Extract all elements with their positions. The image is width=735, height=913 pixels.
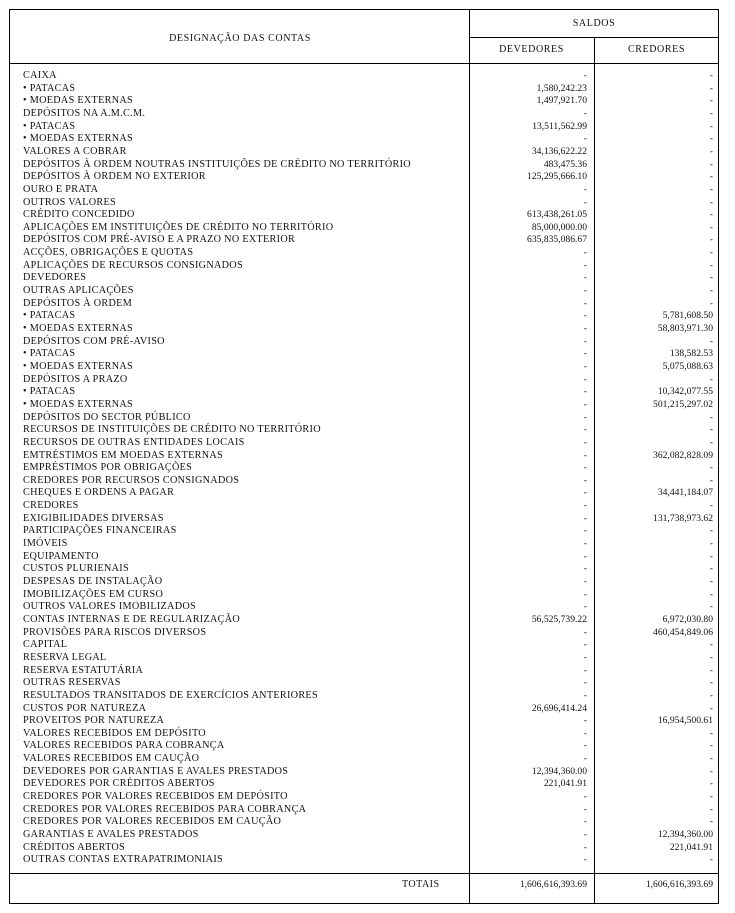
devedores-value: 613,438,261.05 bbox=[527, 209, 587, 221]
credores-value: 5,781,608.50 bbox=[662, 310, 713, 322]
table-row bbox=[0, 753, 735, 766]
credores-value: 6,972,030.80 bbox=[662, 613, 713, 625]
account-label: CREDORES POR RECURSOS CONSIGNADOS bbox=[23, 474, 240, 486]
devedores-value: - bbox=[583, 576, 587, 587]
totals-row bbox=[0, 878, 735, 892]
account-label: CRÉDITOS ABERTOS bbox=[23, 841, 126, 853]
credores-value: - bbox=[709, 525, 713, 537]
account-label: DEPÓSITOS À ORDEM bbox=[23, 297, 133, 309]
table-row bbox=[0, 639, 735, 652]
table-row bbox=[0, 121, 735, 134]
credores-value: - bbox=[709, 183, 713, 195]
devedores-value: - bbox=[583, 803, 587, 815]
devedores-value: - bbox=[583, 487, 587, 499]
devedores-value: 635,835,086.67 bbox=[527, 234, 587, 246]
table-row bbox=[0, 487, 735, 500]
account-label: RESERVA LEGAL bbox=[23, 651, 107, 663]
credores-value: 131,738,973.62 bbox=[653, 512, 713, 524]
credores-value: - bbox=[709, 677, 713, 689]
devedores-value: - bbox=[583, 816, 587, 828]
account-label: DEPÓSITOS À ORDEM NOUTRAS INSTITUIÇÕES DE CRÉDITO NO TERRITÓRIO bbox=[23, 158, 411, 170]
account-label: DEPÓSITOS DO SECTOR PÚBLICO bbox=[23, 411, 191, 423]
devedores-value: 12,394,360.00 bbox=[531, 765, 587, 777]
credores-value: - bbox=[709, 335, 713, 347]
credores-value: - bbox=[709, 727, 713, 739]
devedores-value: - bbox=[583, 259, 587, 271]
credores-value: - bbox=[709, 120, 713, 132]
table-row bbox=[0, 652, 735, 665]
table-row bbox=[0, 247, 735, 260]
account-label: OUTROS VALORES IMOBILIZADOS bbox=[23, 601, 196, 613]
account-label: • MOEDAS EXTERNAS bbox=[23, 95, 133, 107]
devedores-value: - bbox=[583, 323, 587, 334]
credores-value: 16,954,500.61 bbox=[657, 715, 713, 727]
credores-value: - bbox=[709, 500, 713, 512]
table-row bbox=[0, 399, 735, 412]
credores-value: - bbox=[709, 196, 713, 208]
devedores-value: 1,497,921.70 bbox=[536, 95, 587, 107]
credores-value: - bbox=[709, 209, 713, 221]
credores-value: - bbox=[709, 95, 713, 107]
table-row bbox=[0, 70, 735, 83]
account-label: VALORES RECEBIDOS EM DEPÓSITO bbox=[23, 727, 206, 739]
credores-value: 362,082,828.09 bbox=[653, 449, 713, 461]
credores-value: - bbox=[709, 563, 713, 575]
table-row bbox=[0, 804, 735, 817]
table-row bbox=[0, 222, 735, 235]
credores-value: - bbox=[709, 158, 713, 170]
credores-value: - bbox=[709, 753, 713, 765]
account-label: EMPRÉSTIMOS POR OBRIGAÇÕES bbox=[23, 462, 193, 474]
table-row bbox=[0, 437, 735, 450]
credores-value: - bbox=[709, 272, 713, 284]
account-label: RECURSOS DE OUTRAS ENTIDADES LOCAIS bbox=[23, 436, 245, 448]
devedores-value: 85,000,000.00 bbox=[531, 221, 587, 233]
account-label: DEPÓSITOS COM PRÉ-AVISO bbox=[23, 335, 165, 347]
totals-devedores: 1,606,616,393.69 bbox=[519, 879, 587, 890]
credores-value: - bbox=[709, 424, 713, 436]
devedores-value: - bbox=[583, 310, 587, 322]
credores-value: - bbox=[709, 462, 713, 474]
devedores-value: - bbox=[583, 500, 587, 512]
devedores-value: - bbox=[583, 651, 587, 663]
table-row bbox=[0, 450, 735, 463]
credores-value: - bbox=[709, 70, 713, 81]
devedores-value: - bbox=[583, 588, 587, 600]
devedores-value: - bbox=[583, 373, 587, 385]
credores-value: - bbox=[709, 740, 713, 752]
devedores-value: - bbox=[583, 285, 587, 297]
credores-value: - bbox=[709, 436, 713, 448]
table-row bbox=[0, 703, 735, 716]
credores-header: CREDORES bbox=[627, 44, 686, 55]
table-row bbox=[0, 627, 735, 640]
credores-value: - bbox=[709, 601, 713, 613]
table-row bbox=[0, 298, 735, 311]
account-label: DESPESAS DE INSTALAÇÃO bbox=[23, 576, 163, 587]
devedores-value: - bbox=[583, 550, 587, 562]
saldos-header-rule bbox=[469, 37, 719, 38]
account-label: ACÇÕES, OBRIGAÇÕES E QUOTAS bbox=[23, 247, 194, 259]
credores-value: - bbox=[709, 373, 713, 385]
table-row bbox=[0, 551, 735, 564]
table-row bbox=[0, 272, 735, 285]
table-row bbox=[0, 234, 735, 247]
devedores-value: - bbox=[583, 525, 587, 537]
credores-value: - bbox=[709, 82, 713, 94]
devedores-value: - bbox=[583, 854, 587, 866]
devedores-value: - bbox=[583, 715, 587, 727]
credores-value: 460,454,849.06 bbox=[653, 626, 713, 638]
table-row bbox=[0, 336, 735, 349]
account-label: DEPÓSITOS NA A.M.C.M. bbox=[23, 107, 146, 119]
table-row bbox=[0, 146, 735, 159]
table-row bbox=[0, 589, 735, 602]
devedores-value: - bbox=[583, 449, 587, 461]
account-label: VALORES RECEBIDOS PARA COBRANÇA bbox=[23, 740, 225, 752]
devedores-value: 13,511,562.99 bbox=[532, 120, 587, 132]
devedores-value: - bbox=[583, 411, 587, 423]
table-row bbox=[0, 159, 735, 172]
account-label: IMOBILIZAÇÕES EM CURSO bbox=[23, 588, 164, 600]
account-label: CREDORES POR VALORES RECEBIDOS EM CAUÇÃO bbox=[23, 816, 282, 828]
credores-value: - bbox=[709, 145, 713, 157]
account-label: APLICAÇÕES EM INSTITUIÇÕES DE CRÉDITO NO TERRITÓRIO bbox=[23, 221, 334, 233]
table-row bbox=[0, 778, 735, 791]
table-row bbox=[0, 361, 735, 374]
devedores-value: - bbox=[583, 639, 587, 651]
account-label: • PATACAS bbox=[23, 348, 76, 360]
account-label: DEPÓSITOS A PRAZO bbox=[23, 373, 128, 385]
credores-value: - bbox=[709, 854, 713, 866]
account-label: CREDORES bbox=[23, 500, 79, 512]
account-label: • PATACAS bbox=[23, 386, 76, 398]
devedores-value: - bbox=[583, 424, 587, 436]
table-row bbox=[0, 83, 735, 96]
account-label: OUTROS VALORES bbox=[23, 196, 116, 208]
totals-label: TOTAIS bbox=[402, 879, 440, 890]
table-row bbox=[0, 728, 735, 741]
devedores-value: - bbox=[583, 538, 587, 550]
devedores-value: 125,295,666.10 bbox=[527, 171, 587, 183]
table-row bbox=[0, 133, 735, 146]
totals-top-rule bbox=[9, 873, 719, 874]
devedores-value: - bbox=[583, 474, 587, 486]
devedores-value: - bbox=[583, 183, 587, 195]
account-label: VALORES A COBRAR bbox=[23, 145, 127, 157]
devedores-value: 483,475.36 bbox=[543, 158, 587, 170]
table-row bbox=[0, 108, 735, 121]
credores-value: - bbox=[709, 639, 713, 651]
table-row bbox=[0, 374, 735, 387]
devedores-value: - bbox=[583, 841, 587, 853]
credores-value: 34,441,184.07 bbox=[657, 487, 713, 499]
account-label: CRÉDITO CONCEDIDO bbox=[23, 209, 135, 221]
saldos-header: SALDOS bbox=[572, 18, 616, 29]
header-bottom-rule bbox=[9, 63, 719, 64]
devedores-value: - bbox=[583, 272, 587, 284]
devedores-value: - bbox=[583, 386, 587, 398]
credores-value: - bbox=[709, 664, 713, 676]
table-row bbox=[0, 412, 735, 425]
table-row bbox=[0, 690, 735, 703]
table-row bbox=[0, 500, 735, 513]
account-label: • MOEDAS EXTERNAS bbox=[23, 360, 133, 372]
table-row bbox=[0, 95, 735, 108]
account-label: CUSTOS POR NATUREZA bbox=[23, 702, 147, 714]
credores-value: - bbox=[709, 576, 713, 587]
account-label: DEPÓSITOS À ORDEM NO EXTERIOR bbox=[23, 171, 206, 183]
table-row bbox=[0, 184, 735, 197]
account-label: CONTAS INTERNAS E DE REGULARIZAÇÃO bbox=[23, 613, 241, 625]
table-row bbox=[0, 601, 735, 614]
devedores-value: 26,696,414.24 bbox=[531, 702, 587, 714]
devedores-value: - bbox=[583, 727, 587, 739]
devedores-header: DEVEDORES bbox=[499, 44, 564, 55]
table-row bbox=[0, 791, 735, 804]
devedores-value: - bbox=[583, 677, 587, 689]
account-label: OURO E PRATA bbox=[23, 183, 99, 195]
devedores-value: - bbox=[583, 70, 587, 81]
account-label: • PATACAS bbox=[23, 120, 76, 132]
devedores-value: - bbox=[583, 601, 587, 613]
account-label: PROVEITOS POR NATUREZA bbox=[23, 715, 165, 727]
devedores-value: 56,525,739.22 bbox=[531, 613, 587, 625]
credores-value: 221,041.91 bbox=[669, 841, 713, 853]
account-label: RESERVA ESTATUTÁRIA bbox=[23, 664, 144, 676]
table-row bbox=[0, 665, 735, 678]
credores-value: 58,803,971.30 bbox=[657, 323, 713, 334]
credores-value: - bbox=[709, 259, 713, 271]
table-row bbox=[0, 614, 735, 627]
devedores-value: - bbox=[583, 753, 587, 765]
devedores-value: - bbox=[583, 335, 587, 347]
table-row bbox=[0, 323, 735, 336]
account-label: DEVEDORES bbox=[23, 272, 87, 284]
credores-value: - bbox=[709, 689, 713, 701]
devedores-value: 34,136,622.22 bbox=[531, 145, 587, 157]
credores-value: - bbox=[709, 107, 713, 119]
table-row bbox=[0, 740, 735, 753]
credores-value: - bbox=[709, 474, 713, 486]
devedores-value: - bbox=[583, 348, 587, 360]
account-label: • MOEDAS EXTERNAS bbox=[23, 133, 133, 145]
devedores-value: - bbox=[583, 563, 587, 575]
credores-value: - bbox=[709, 816, 713, 828]
credores-value: - bbox=[709, 765, 713, 777]
account-label: EXIGIBILIDADES DIVERSAS bbox=[23, 512, 164, 524]
credores-value: - bbox=[709, 247, 713, 259]
devedores-value: 221,041.91 bbox=[543, 778, 587, 790]
account-label: IMÓVEIS bbox=[23, 538, 68, 550]
account-label: CHEQUES E ORDENS A PAGAR bbox=[23, 487, 175, 499]
credores-value: - bbox=[709, 285, 713, 297]
credores-value: - bbox=[709, 588, 713, 600]
table-row bbox=[0, 715, 735, 728]
account-label: EMTRÉSTIMOS EM MOEDAS EXTERNAS bbox=[23, 449, 224, 461]
devedores-value: - bbox=[583, 247, 587, 259]
table-row bbox=[0, 829, 735, 842]
account-label: PARTICIPAÇÕES FINANCEIRAS bbox=[23, 525, 177, 537]
account-label: PROVISÕES PARA RISCOS DIVERSOS bbox=[23, 626, 207, 638]
credores-value: - bbox=[709, 702, 713, 714]
devedores-value: - bbox=[583, 689, 587, 701]
designation-header: DESIGNAÇÃO DAS CONTAS bbox=[169, 33, 311, 44]
table-row bbox=[0, 209, 735, 222]
table-row bbox=[0, 766, 735, 779]
credores-value: - bbox=[709, 803, 713, 815]
table-row bbox=[0, 348, 735, 361]
totals-credores: 1,606,616,393.69 bbox=[645, 879, 713, 890]
account-label: • MOEDAS EXTERNAS bbox=[23, 398, 133, 410]
table-row bbox=[0, 513, 735, 526]
devedores-value: - bbox=[583, 740, 587, 752]
credores-value: - bbox=[709, 651, 713, 663]
credores-value: - bbox=[709, 133, 713, 145]
devedores-value: - bbox=[583, 791, 587, 803]
devedores-value: - bbox=[583, 196, 587, 208]
table-row bbox=[0, 260, 735, 273]
table-row bbox=[0, 677, 735, 690]
devedores-value: - bbox=[583, 398, 587, 410]
table-row bbox=[0, 462, 735, 475]
account-label: OUTRAS APLICAÇÕES bbox=[23, 285, 134, 297]
account-label: RESULTADOS TRANSITADOS DE EXERCÍCIOS ANTERIORES bbox=[23, 689, 318, 701]
devedores-value: 1,580,242.23 bbox=[536, 82, 587, 94]
table-row bbox=[0, 538, 735, 551]
devedores-value: - bbox=[583, 360, 587, 372]
account-label: GARANTIAS E AVALES PRESTADOS bbox=[23, 829, 199, 840]
account-label: DEVEDORES POR CRÉDITOS ABERTOS bbox=[23, 778, 215, 790]
devedores-value: - bbox=[583, 626, 587, 638]
account-label: CAIXA bbox=[23, 70, 57, 81]
devedores-value: - bbox=[583, 664, 587, 676]
account-label: CAPITAL bbox=[23, 639, 68, 651]
credores-value: - bbox=[709, 234, 713, 246]
credores-value: - bbox=[709, 538, 713, 550]
table-row bbox=[0, 475, 735, 488]
devedores-value: - bbox=[583, 462, 587, 474]
account-label: OUTRAS RESERVAS bbox=[23, 677, 121, 689]
account-label: CREDORES POR VALORES RECEBIDOS PARA COBRANÇA bbox=[23, 803, 307, 815]
devedores-value: - bbox=[583, 436, 587, 448]
account-label: OUTRAS CONTAS EXTRAPATRIMONIAIS bbox=[23, 854, 223, 866]
credores-value: 5,075,088.63 bbox=[662, 360, 713, 372]
devedores-value: - bbox=[583, 297, 587, 309]
account-label: CREDORES POR VALORES RECEBIDOS EM DEPÓSITO bbox=[23, 791, 288, 803]
table-row bbox=[0, 816, 735, 829]
credores-value: - bbox=[709, 791, 713, 803]
table-row bbox=[0, 424, 735, 437]
credores-value: - bbox=[709, 171, 713, 183]
table-row bbox=[0, 171, 735, 184]
account-label: EQUIPAMENTO bbox=[23, 550, 99, 562]
table-row bbox=[0, 842, 735, 855]
credores-value: - bbox=[709, 550, 713, 562]
account-label: • PATACAS bbox=[23, 310, 76, 322]
table-row bbox=[0, 197, 735, 210]
account-label: DEPÓSITOS COM PRÉ-AVISO E A PRAZO NO EXTERIOR bbox=[23, 234, 296, 246]
account-label: • PATACAS bbox=[23, 82, 76, 94]
credores-value: - bbox=[709, 297, 713, 309]
credores-value: 10,342,077.55 bbox=[657, 386, 713, 398]
table-row bbox=[0, 525, 735, 538]
account-label: • MOEDAS EXTERNAS bbox=[23, 323, 133, 334]
account-label: RECURSOS DE INSTITUIÇÕES DE CRÉDITO NO TERRITÓRIO bbox=[23, 424, 321, 436]
account-label: APLICAÇÕES DE RECURSOS CONSIGNADOS bbox=[23, 259, 243, 271]
table-row bbox=[0, 310, 735, 323]
account-label: CUSTOS PLURIENAIS bbox=[23, 563, 129, 575]
table-row bbox=[0, 386, 735, 399]
devedores-value: - bbox=[583, 107, 587, 119]
account-label: DEVEDORES POR GARANTIAS E AVALES PRESTADOS bbox=[23, 765, 289, 777]
table-row bbox=[0, 563, 735, 576]
account-label: VALORES RECEBIDOS EM CAUÇÃO bbox=[23, 753, 200, 765]
devedores-value: - bbox=[583, 829, 587, 840]
table-row bbox=[0, 285, 735, 298]
credores-value: - bbox=[709, 411, 713, 423]
credores-value: - bbox=[709, 778, 713, 790]
table-row bbox=[0, 854, 735, 867]
table-row bbox=[0, 576, 735, 589]
credores-value: 138,582.53 bbox=[669, 348, 713, 360]
credores-value: 501,215,297.02 bbox=[653, 398, 713, 410]
devedores-value: - bbox=[583, 512, 587, 524]
credores-value: 12,394,360.00 bbox=[657, 829, 713, 840]
devedores-value: - bbox=[583, 133, 587, 145]
credores-value: - bbox=[709, 221, 713, 233]
